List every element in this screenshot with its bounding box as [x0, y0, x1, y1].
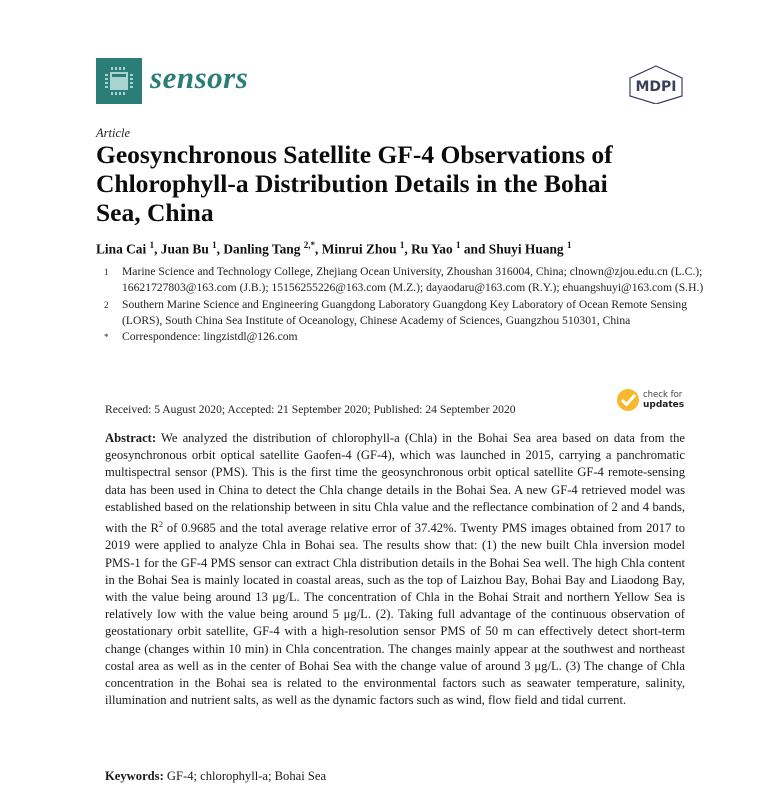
- article-type: Article: [96, 126, 131, 140]
- affiliation-item: [96, 329, 716, 345]
- affiliation-text: Correspondence: lingzistdl@126.com: [122, 330, 298, 344]
- author-separator: ,: [154, 241, 161, 257]
- author-affiliation-mark: 2,*: [303, 240, 316, 250]
- author-affiliation-mark: 1: [399, 240, 405, 250]
- microchip-icon: [96, 58, 142, 104]
- journal-logo-icon: [96, 58, 142, 104]
- abstract: [105, 430, 685, 709]
- abstract-text-1: We analyzed the distribution of chlorophyll-a (Chla) in the Bohai Sea area based on data from the geosynchronous orbit optical satellite Gaofen-4 (GF-4), which was launched in 2015, carrying a panchromatic multispectral sensor (PMS). This is the first time the geosynchronous orbit optical satellite GF-4 remote-sensing data has been used in China to detect the Chla change details in the Bohai Sea. A new GF-4 retrieved model was established based on the relationship between in situ Chla value and the reflectance combination of 2 and 4 bands, with the R: [105, 431, 685, 536]
- affiliation-mark: *: [104, 332, 109, 343]
- author-separator: ,: [216, 241, 224, 257]
- author-name[interactable]: Juan Bu: [160, 241, 209, 257]
- affiliation-item: [96, 264, 716, 297]
- author-affiliation-mark: 1: [212, 240, 217, 250]
- author-separator: ,: [404, 241, 412, 257]
- r-squared-superscript: 2: [158, 520, 163, 530]
- abstract-label: Abstract:: [105, 431, 157, 445]
- author-separator: ,: [315, 241, 322, 257]
- keywords-text: GF-4; chlorophyll-a; Bohai Sea: [163, 769, 327, 783]
- author-name[interactable]: Shuyi Huang: [488, 241, 564, 257]
- mdpi-logo-text: MDPI: [635, 79, 677, 95]
- updates-label: updates: [643, 400, 685, 410]
- keywords: [105, 769, 326, 784]
- author-name[interactable]: Ru Yao: [411, 241, 453, 257]
- checkmark-icon: [617, 389, 639, 411]
- affiliations: [96, 264, 716, 345]
- author-name[interactable]: Minrui Zhou: [321, 241, 397, 257]
- keywords-label: Keywords:: [105, 769, 164, 783]
- author-separator: and: [460, 241, 489, 257]
- author-affiliation-mark: 1: [149, 240, 155, 250]
- affiliation-item: [96, 297, 716, 330]
- affiliation-mark: 2: [104, 299, 109, 310]
- affiliation-text: Marine Science and Technology College, Zhejiang Ocean University, Zhoushan 316004, China; clnown@zjou.edu.cn (L.C.); 16621727803@163.com (J.B.); 15156255226@163.com (M.Z.); dayaodaru@163.com (R.Y.); ehuangshuyi@163.com (S.H.): [122, 265, 704, 295]
- publication-dates: Received: 5 August 2020; Accepted: 21 September 2020; Published: 24 September 2020: [105, 403, 516, 416]
- mdpi-logo: [626, 64, 686, 104]
- author-name[interactable]: Danling Tang: [223, 241, 301, 257]
- affiliation-mark: 1: [104, 267, 109, 277]
- article-title: Geosynchronous Satellite GF-4 Observations of Chlorophyll-a Distribution Details in the Bohai Sea, China: [96, 140, 613, 227]
- author-affiliation-mark: 1: [566, 240, 572, 250]
- check-for-label: check for: [643, 390, 683, 400]
- journal-name: sensors: [150, 60, 249, 95]
- affiliation-text: Southern Marine Science and Engineering Guangdong Laboratory Guangdong Key Laboratory of Ocean Remote Sensing (LORS), South China Sea Institute of Oceanology, Chinese Academy of Sciences, Guangzhou 510301, China: [122, 297, 688, 327]
- author-list: [96, 240, 571, 257]
- abstract-text-2: of 0.9685 and the total average relative error of 37.42%. Twenty PMS images obtained from 2017 to 2019 were applied to analyze Chla in Bohai sea. The results show that: (1) the new built Chla inversion model PMS-1 for the GF-4 PMS sensor can extract Chla distribution details in the Bohai Sea well. The high Chla content in the Bohai Sea is mainly located in coastal areas, such as the top of Laizhou Bay, Bohai Bay and Liaodong Bay, with the value being around 13 μg/L. The concentration of Chla in the Bohai Strait and northern Yellow Sea is relatively low with the value being around 5 μg/L. (2). Taking full advantage of the continuous observation of geostationary orbit satellite, GF-4 with a high-resolution sensor PMS of 50 m can effectively detect short-term change (changes within 10 min) in Chla concentration. The changes mainly appear at the southwest and northeast costal area as well as in the center of Bohai Sea with the change value of around 3 μg/L. (3) The change of Chla concentration in the Bohai sea is related to the environmental factors such as seawater temperature, salinity, illumination and nutrient salts, as well as the dynamic factors such as wind, flow field and tidal current.: [105, 521, 685, 708]
- author-name[interactable]: Lina Cai: [96, 241, 147, 257]
- author-affiliation-mark: 1: [456, 240, 461, 250]
- check-for-updates-button[interactable]: [617, 389, 684, 411]
